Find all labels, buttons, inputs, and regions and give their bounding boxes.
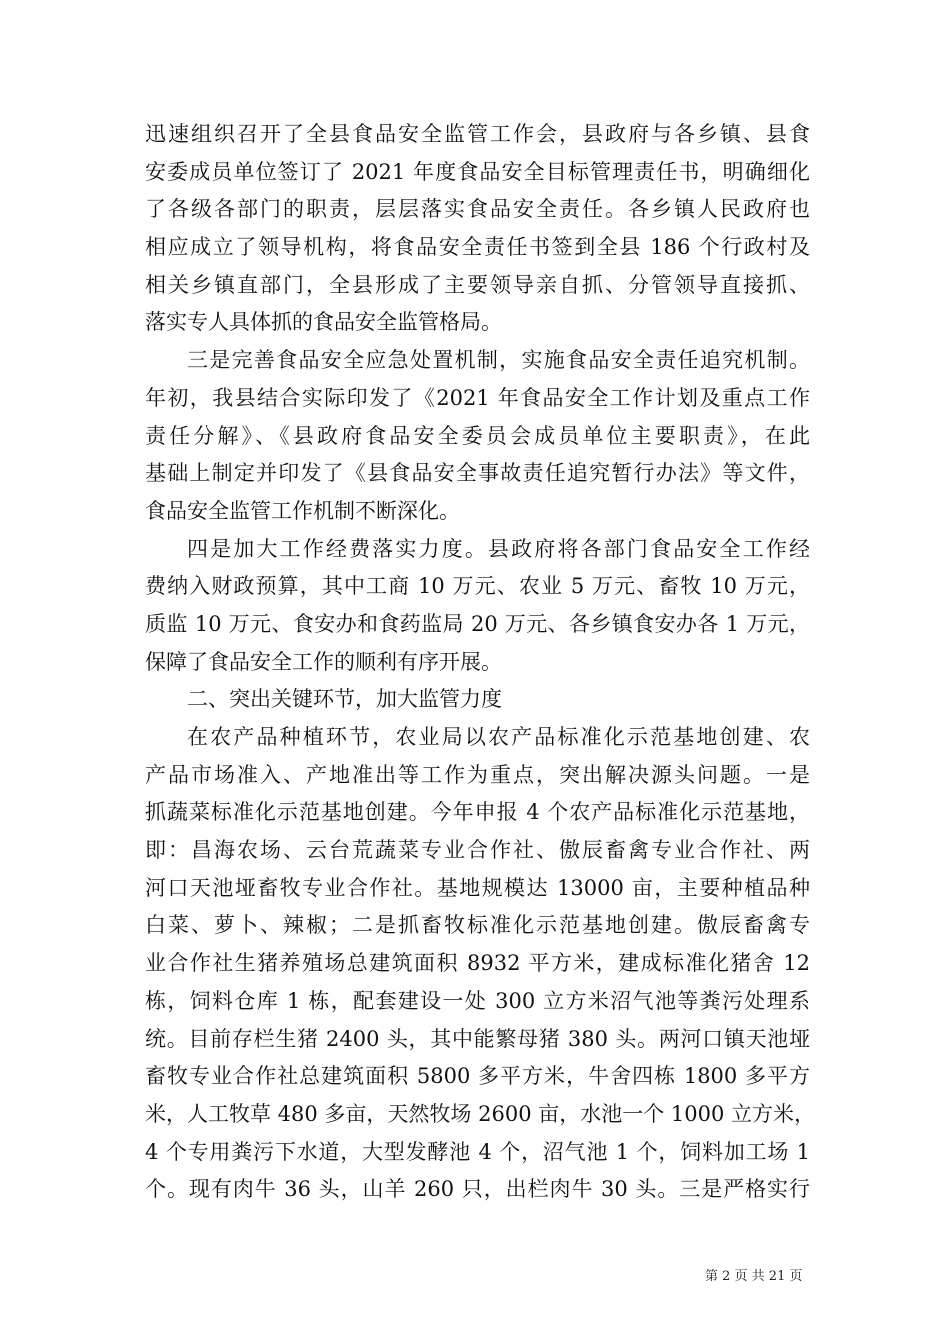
page-number: 第 2 页 共 21 页 (705, 1269, 803, 1284)
text-line: 相应成立了领导机构，将食品安全责任书签到全县 186 个行政村及 (145, 235, 810, 260)
text-line: 费纳入财政预算，其中工商 10 万元、农业 5 万元、畜牧 10 万元， (145, 574, 810, 599)
text-line: 即：昌海农场、云台荒蔬菜专业合作社、傲辰畜禽专业合作社、两 (145, 838, 810, 863)
text-line: 落实专人具体抓的食品安全监管格局。 (145, 310, 502, 335)
text-line: 责任分解》、《县政府食品安全委员会成员单位主要职责》，在此 (145, 423, 810, 448)
text-line: 年初，我县结合实际印发了《2021 年食品安全工作计划及重点工作 (145, 385, 810, 410)
text-line: 迅速组织召开了全县食品安全监管工作会，县政府与各乡镇、县食 (145, 122, 810, 146)
text-line: 栋，饲料仓库 1 栋，配套建设一处 300 立方米沼气池等粪污处理系 (145, 988, 810, 1013)
text-line: 白菜、萝卜、辣椒；二是抓畜牧标准化示范基地创建。傲辰畜禽专 (145, 913, 810, 938)
text-line: 抓蔬菜标准化示范基地创建。今年申报 4 个农产品标准化示范基地， (145, 800, 810, 825)
text-line: 四是加大工作经费落实力度。县政府将各部门食品安全工作经 (187, 536, 810, 561)
text-line: 三是完善食品安全应急处置机制，实施食品安全责任追究机制。 (187, 348, 810, 373)
text-line: 畜牧专业合作社总建筑面积 5800 多平方米，牛舍四栋 1800 多平方 (145, 1064, 810, 1089)
text-line: 米，人工牧草 480 多亩，天然牧场 2600 亩，水池一个 1000 立方米， (145, 1101, 816, 1126)
text-line: 基础上制定并印发了《县食品安全事故责任追究暂行办法》等文件， (145, 461, 810, 486)
text-line: 食品安全监管工作机制不断深化。 (145, 498, 460, 523)
text-line: 个。现有肉牛 36 头，山羊 260 只，出栏肉牛 30 头。三是严格实行 (145, 1177, 810, 1202)
text-line: 相关乡镇直部门，全县形成了主要领导亲自抓、分管领导直接抓、 (145, 272, 810, 297)
text-line: 安委成员单位签订了 2021 年度食品安全目标管理责任书，明确细化 (145, 159, 810, 184)
text-line: 在农产品种植环节，农业局以农产品标准化示范基地创建、农 (187, 725, 810, 749)
text-line: 河口天池垭畜牧专业合作社。基地规模达 13000 亩，主要种植品种 (145, 875, 810, 900)
text-line: 保障了食品安全工作的顺利有序开展。 (145, 649, 502, 674)
text-line: 质监 10 万元、食安办和食药监局 20 万元、各乡镇食安办各 1 万元， (145, 611, 810, 636)
section-heading: 二、突出关键环节，加大监管力度 (187, 687, 502, 712)
text-line: 产品市场准入、产地准出等工作为重点，突出解决源头问题。一是 (145, 762, 810, 787)
text-line: 业合作社生猪养殖场总建筑面积 8932 平方米，建成标准化猪舍 12 (145, 951, 810, 976)
text-line: 统。目前存栏生猪 2400 头，其中能繁母猪 380 头。两河口镇天池垭 (145, 1026, 810, 1051)
text-line: 了各级各部门的职责，层层落实食品安全责任。各乡镇人民政府也 (145, 197, 810, 222)
body-text (145, 116, 816, 1209)
text-line: 4 个专用粪污下水道，大型发酵池 4 个，沼气池 1 个，饲料加工场 1 (145, 1139, 810, 1164)
